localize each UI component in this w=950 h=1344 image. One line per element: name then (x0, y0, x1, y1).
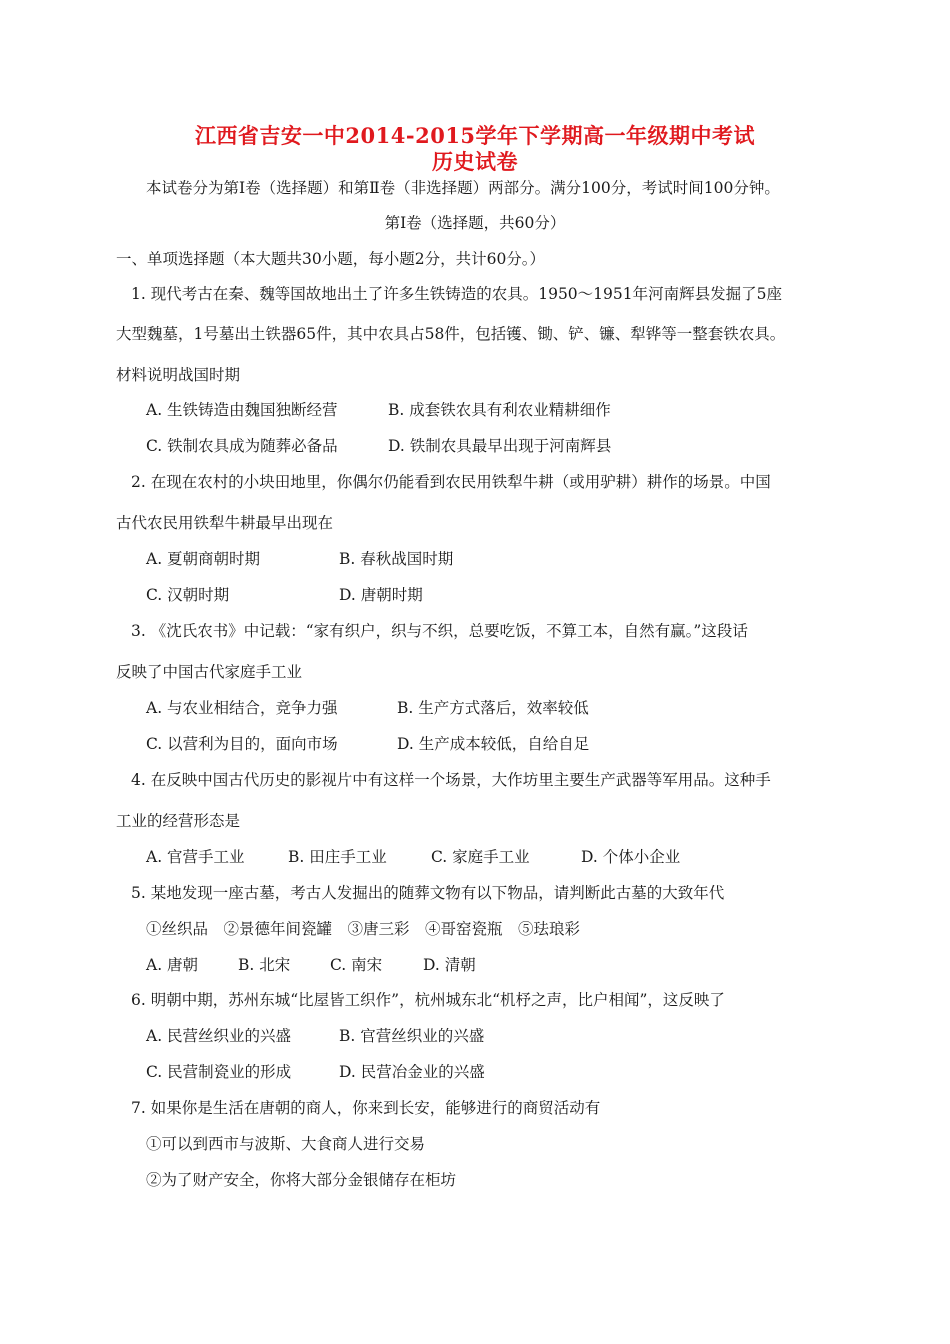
question-4-option-c[interactable]: C. 家庭手工业 (431, 848, 530, 866)
exam-title: 江西省吉安一中2014-2015学年下学期高一年级期中考试 (194, 123, 756, 148)
question-5-option-d[interactable]: D. 清朝 (423, 956, 476, 974)
question-5-line-1: 5. 某地发现一座古墓，考古人发掘出的随葬文物有以下物品，请判断此古墓的大致年代 (131, 884, 725, 902)
question-6-line-1: 6. 明朝中期，苏州东城“比屋皆工织作”，杭州城东北“机杼之声，比户相闻”，这反映了 (131, 991, 725, 1009)
question-3-line-1: 3. 《沈氏农书》中记载：“家有织户，织与不织，总要吃饭，不算工本，自然有赢。”这段话 (131, 622, 748, 640)
volume-title: 第Ⅰ卷（选择题，共60分） (384, 214, 566, 232)
section-title: 一、单项选择题（本大题共30小题，每小题2分，共计60分。） (116, 250, 546, 268)
question-5-option-b[interactable]: B. 北宋 (238, 956, 291, 974)
question-1-option-d[interactable]: D. 铁制农具最早出现于河南辉县 (388, 437, 612, 455)
question-1-option-b[interactable]: B. 成套铁农具有利农业精耕细作 (388, 401, 611, 419)
question-3-line-2: 反映了中国古代家庭手工业 (116, 663, 303, 681)
question-4-option-b[interactable]: B. 田庄手工业 (288, 848, 387, 866)
question-1-line-3: 材料说明战国时期 (116, 366, 241, 384)
question-4-option-a[interactable]: A. 官营手工业 (146, 848, 245, 866)
question-2-option-b[interactable]: B. 春秋战国时期 (339, 550, 454, 568)
question-4-line-1: 4. 在反映中国古代历史的影视片中有这样一个场景，大作坊里主要生产武器等军用品。这种手 (131, 771, 771, 789)
question-5-option-a[interactable]: A. 唐朝 (146, 956, 199, 974)
question-5-line-2: ①丝织品 ②景德年间瓷罐 ③唐三彩 ④哥窑瓷瓶 ⑤珐琅彩 (146, 920, 581, 938)
question-6-option-a[interactable]: A. 民营丝织业的兴盛 (146, 1027, 292, 1045)
question-3-option-a[interactable]: A. 与农业相结合，竞争力强 (146, 699, 338, 717)
question-1-line-1: 1. 现代考古在秦、魏等国故地出土了许多生铁铸造的农具。1950～1951年河南辉县发掘了5座 (131, 285, 782, 303)
question-4-option-d[interactable]: D. 个体小企业 (581, 848, 681, 866)
question-3-option-b[interactable]: B. 生产方式落后，效率较低 (397, 699, 589, 717)
question-1-option-a[interactable]: A. 生铁铸造由魏国独断经营 (146, 401, 338, 419)
question-6-option-b[interactable]: B. 官营丝织业的兴盛 (339, 1027, 485, 1045)
exam-subtitle: 历史试卷 (432, 149, 518, 174)
question-1-option-c[interactable]: C. 铁制农具成为随葬必备品 (146, 437, 338, 455)
question-3-option-d[interactable]: D. 生产成本较低，自给自足 (397, 735, 590, 753)
question-4-line-2: 工业的经营形态是 (116, 812, 241, 830)
question-6-option-d[interactable]: D. 民营冶金业的兴盛 (339, 1063, 485, 1081)
exam-intro: 本试卷分为第Ⅰ卷（选择题）和第Ⅱ卷（非选择题）两部分。满分100分，考试时间100分钟。 (146, 179, 780, 197)
question-2-line-2: 古代农民用铁犁牛耕最早出现在 (116, 514, 334, 532)
question-7-statement-1: ①可以到西市与波斯、大食商人进行交易 (146, 1135, 426, 1153)
question-3-option-c[interactable]: C. 以营利为目的，面向市场 (146, 735, 338, 753)
question-1-line-2: 大型魏墓，1号墓出土铁器65件，其中农具占58件，包括镬、锄、铲、镰、犁铧等一整套铁农具。 (116, 325, 786, 343)
question-2-option-a[interactable]: A. 夏朝商朝时期 (146, 550, 261, 568)
question-7-statement-2: ②为了财产安全，你将大部分金银储存在柜坊 (146, 1171, 457, 1189)
question-7-line-1: 7. 如果你是生活在唐朝的商人，你来到长安，能够进行的商贸活动有 (131, 1099, 601, 1117)
question-2-line-1: 2. 在现在农村的小块田地里，你偶尔仍能看到农民用铁犁牛耕（或用驴耕）耕作的场景。中国 (131, 473, 771, 491)
question-2-option-c[interactable]: C. 汉朝时期 (146, 586, 230, 604)
question-5-option-c[interactable]: C. 南宋 (330, 956, 383, 974)
question-6-option-c[interactable]: C. 民营制瓷业的形成 (146, 1063, 292, 1081)
question-2-option-d[interactable]: D. 唐朝时期 (339, 586, 423, 604)
